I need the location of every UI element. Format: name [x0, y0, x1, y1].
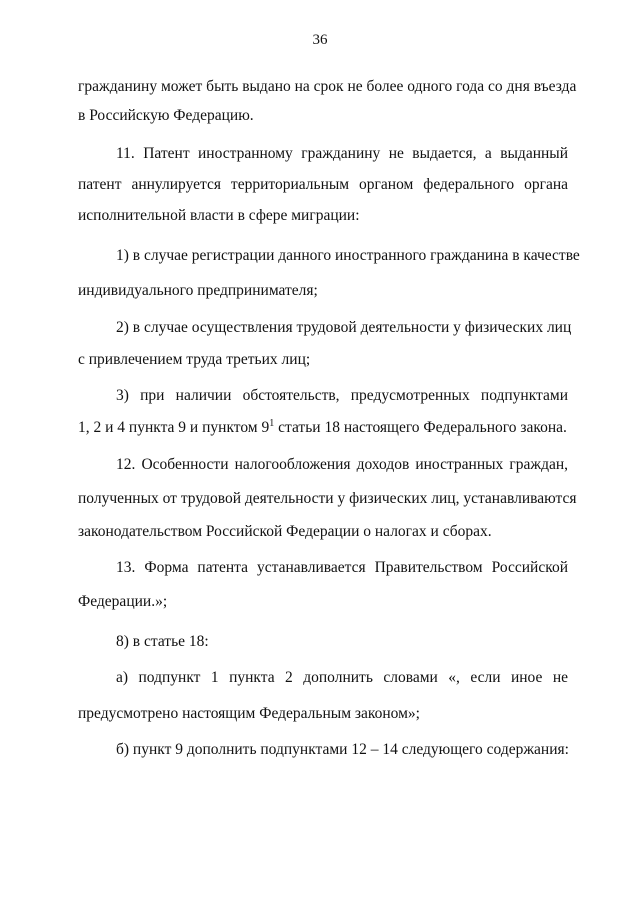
text-line: Федерации.»;	[78, 593, 168, 610]
text-line: с привлечением труда третьих лиц;	[78, 351, 311, 368]
subitem-3-line: 3) при наличии обстоятельств, предусмотренных подпунктами	[116, 387, 568, 404]
paragraph-12-line: 12. Особенности налогообложения доходов иностранных граждан,	[116, 456, 568, 473]
paragraph-11-line: 11. Патент иностранному гражданину не выдается, а выданный	[116, 145, 568, 162]
text-line-with-superscript	[78, 418, 567, 438]
subitem-a-line: а) подпункт 1 пункта 2 дополнить словами «, если иное не	[116, 669, 568, 686]
text-fragment: статьи 18 настоящего Федерального закона.	[274, 419, 567, 436]
text-line: патент аннулируется территориальным органом федерального органа	[78, 176, 568, 193]
text-line: исполнительной власти в сфере миграции:	[78, 207, 360, 224]
text-fragment: 1, 2 и 4 пункта 9 и пунктом 9	[78, 419, 270, 436]
text-line: в Российскую Федерацию.	[78, 107, 254, 124]
paragraph-13-line: 13. Форма патента устанавливается Правительством Российской	[116, 559, 568, 576]
superscript: 1	[269, 418, 275, 429]
text-line: гражданину может быть выдано на срок не более одного года со дня въезда	[78, 78, 577, 95]
subitem-1-line: 1) в случае регистрации данного иностранного гражданина в качестве	[116, 247, 580, 264]
text-line: полученных от трудовой деятельности у физических лиц, устанавливаются	[78, 490, 577, 507]
item-8-line: 8) в статье 18:	[116, 633, 209, 650]
text-line: предусмотрено настоящим Федеральным законом»;	[78, 705, 420, 722]
text-line: индивидуального предпринимателя;	[78, 282, 318, 299]
subitem-b-line: б) пункт 9 дополнить подпунктами 12 – 14 следующего содержания:	[116, 741, 569, 758]
subitem-2-line: 2) в случае осуществления трудовой деятельности у физических лиц	[116, 319, 572, 336]
page-number: 36	[312, 32, 328, 48]
text-line: законодательством Российской Федерации о налогах и сборах.	[78, 523, 492, 540]
